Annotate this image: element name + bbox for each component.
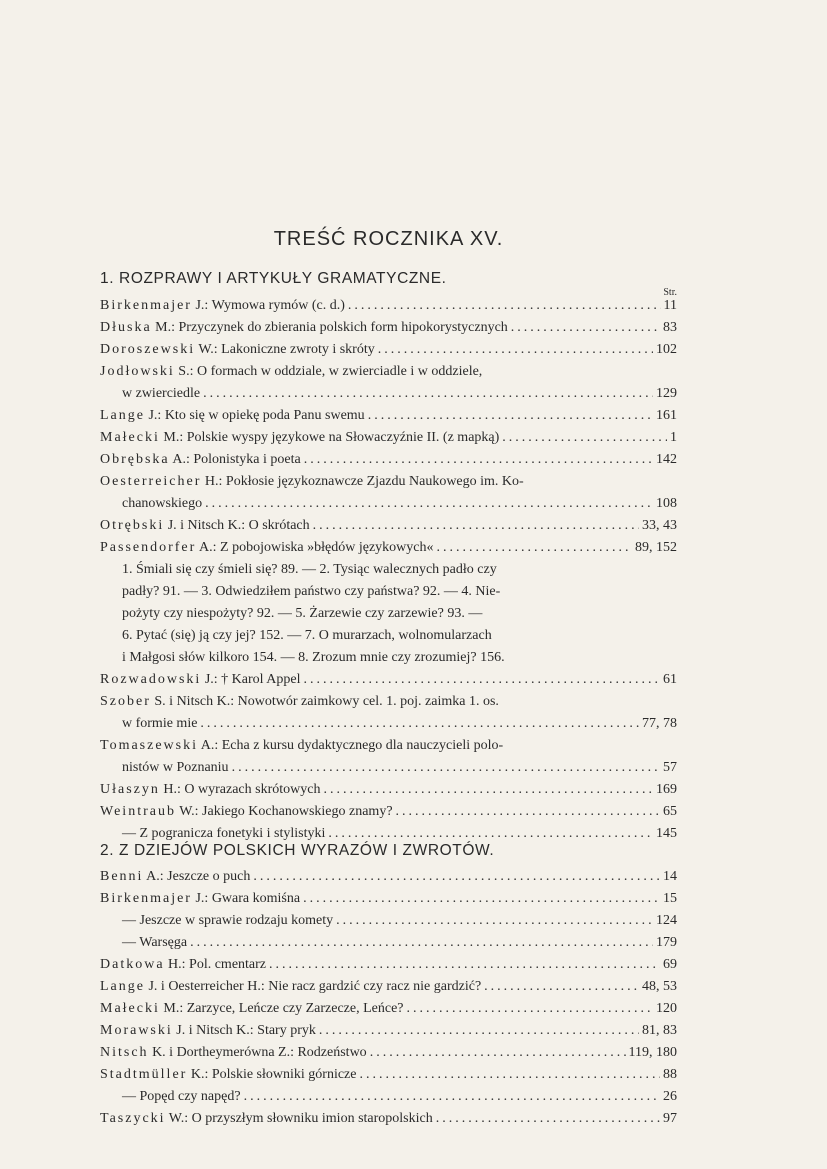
entry-text — [122, 1086, 241, 1108]
entry-author: Doroszewski — [100, 342, 196, 357]
entry-text — [122, 910, 333, 932]
entry-page-number: 14 — [663, 869, 677, 884]
entry-author: Jodłowski — [100, 364, 175, 379]
toc-entry — [100, 1042, 677, 1064]
entry-text — [100, 801, 393, 823]
leader-dots — [190, 932, 653, 954]
toc-entry — [100, 954, 677, 976]
entry-page-number: 97 — [663, 1111, 677, 1126]
entry-page-number: 169 — [656, 782, 677, 797]
entry-author: Birkenmajer — [100, 891, 192, 906]
entry-text — [100, 954, 266, 976]
entry-title: A.: Z pobojowiska »błędów językowych« — [196, 540, 434, 555]
toc-entry — [100, 515, 677, 537]
leader-dots — [304, 449, 653, 471]
entry-author: Passendorfer — [100, 540, 197, 555]
leader-dots — [436, 1108, 660, 1130]
entry-text — [122, 647, 677, 669]
entry-title: A.: Echa z kursu dydaktycznego dla nauczycieli polo- — [198, 738, 504, 753]
entry-title: A.: Jeszcze o puch — [143, 869, 251, 884]
leader-dots — [200, 713, 639, 735]
entry-title: J.: Wymowa rymów (c. d.) — [191, 298, 345, 313]
entry-page-number: 179 — [656, 935, 677, 950]
entry-author: Obrębska — [100, 452, 170, 467]
entry-text — [122, 603, 677, 625]
entry-title: 1. Śmiali się czy śmieli się? 89. — 2. Tysiąc walecznych padło czy — [122, 562, 497, 577]
entry-title: i Małgosi słów kilkoro 154. — 8. Zrozum mnie czy zrozumiej? 156. — [122, 650, 505, 665]
entry-page-number: 161 — [656, 408, 677, 423]
entry-author: Stadtmüller — [100, 1067, 188, 1082]
entry-title: M.: Zarzyce, Leńcze czy Zarzecze, Leńce? — [159, 1001, 404, 1016]
entry-author: Benni — [100, 869, 144, 884]
entry-author: Małecki — [100, 1001, 160, 1016]
entry-text — [100, 976, 481, 998]
entry-title: — Warsęga — [122, 935, 188, 950]
entry-title: K. i Dortheymerówna Z.: Rodzeństwo — [148, 1045, 367, 1060]
entry-page-number: 81, 83 — [642, 1023, 677, 1038]
entry-page-number: 89, 152 — [635, 540, 677, 555]
entry-title: J. i Nitsch K.: Stary pryk — [172, 1023, 316, 1038]
leader-dots — [378, 339, 653, 361]
entry-author: Rozwadowski — [100, 672, 202, 687]
entry-text — [100, 471, 677, 493]
toc-entry — [100, 603, 677, 625]
entry-text — [100, 888, 300, 910]
leader-dots — [502, 427, 667, 449]
entry-text — [122, 757, 229, 779]
leader-dots — [336, 910, 653, 932]
entry-title: H.: Pokłosie językoznawcze Zjazdu Naukowego im. Ko- — [201, 474, 524, 489]
page-column-label: Str. — [663, 287, 677, 298]
leader-dots — [319, 1020, 639, 1042]
toc-entry — [100, 779, 677, 801]
section-heading-1: 1. ROZPRAWY I ARTYKUŁY GRAMATYCZNE. — [100, 270, 447, 287]
entry-author: Taszycki — [100, 1111, 166, 1126]
section-heading-2: 2. Z DZIEJÓW POLSKICH WYRAZÓW I ZWROTÓW. — [100, 842, 495, 859]
leader-dots — [303, 888, 660, 910]
entry-title: nistów w Poznaniu — [122, 760, 229, 775]
entry-page-number: 88 — [663, 1067, 677, 1082]
leader-dots — [232, 757, 660, 779]
entry-title: J.: † Karol Appel — [201, 672, 301, 687]
toc-entry — [100, 735, 677, 757]
toc-entry — [100, 581, 677, 603]
entry-page-number: 57 — [663, 760, 677, 775]
entry-title: — Jeszcze w sprawie rodzaju komety — [122, 913, 334, 928]
leader-dots — [396, 801, 660, 823]
entry-author: Tomaszewski — [100, 738, 199, 753]
toc-entry — [100, 537, 677, 559]
entry-page-number: 129 — [656, 386, 677, 401]
entry-title: — Z pogranicza fonetyki i stylistyki — [122, 826, 326, 841]
leader-dots — [437, 537, 633, 559]
toc-entry — [100, 910, 677, 932]
toc-entry — [100, 405, 677, 427]
entry-text — [100, 405, 365, 427]
toc-entry — [100, 471, 677, 493]
entry-author: Otrębski — [100, 518, 165, 533]
entry-text — [100, 1042, 367, 1064]
page-title: TREŚĆ ROCZNIKA XV. — [273, 228, 504, 250]
entry-author: Nitsch — [100, 1045, 149, 1060]
toc-entry — [100, 1064, 677, 1086]
entry-page-number: 119, 180 — [628, 1045, 677, 1060]
leader-dots — [203, 383, 653, 405]
entry-title: M.: Przyczynek do zbierania polskich form hipokorystycznych — [151, 320, 508, 335]
entry-title: w formie mie — [122, 716, 198, 731]
entry-author: Lange — [100, 408, 145, 423]
entry-text — [122, 493, 202, 515]
leader-dots — [323, 779, 653, 801]
entry-author: Morawski — [100, 1023, 173, 1038]
entry-title: W.: Lakoniczne zwroty i skróty — [195, 342, 375, 357]
entry-text — [100, 866, 250, 888]
entry-title: W.: O przyszłym słowniku imion staropolskich — [165, 1111, 433, 1126]
entry-text — [100, 449, 301, 471]
entry-title: H.: Pol. cmentarz — [164, 957, 267, 972]
entry-author: Dłuska — [100, 320, 152, 335]
entry-page-number: 48, 53 — [642, 979, 677, 994]
entry-text — [122, 581, 677, 603]
entry-author: Birkenmajer — [100, 298, 192, 313]
entry-author: Weintraub — [100, 804, 176, 819]
entry-author: Datkowa — [100, 957, 165, 972]
entry-author: Szober — [100, 694, 151, 709]
entry-title: S.: O formach w oddziale, w zwierciadle i w oddziele, — [174, 364, 483, 379]
leader-dots — [269, 954, 660, 976]
entry-text — [100, 537, 434, 559]
toc-entry — [100, 801, 677, 823]
toc-entry — [100, 427, 677, 449]
entry-text — [100, 691, 677, 713]
entry-title: padły? 91. — 3. Odwiedziłem państwo czy państwa? 92. — 4. Nie- — [122, 584, 501, 599]
toc-entry — [100, 866, 677, 888]
entry-page-number: 26 — [663, 1089, 677, 1104]
toc-entry — [100, 317, 677, 339]
toc-entry — [100, 757, 677, 779]
entry-text — [100, 735, 677, 757]
leader-dots — [407, 998, 653, 1020]
entry-text — [100, 361, 677, 383]
toc-entry — [100, 339, 677, 361]
toc-entry — [100, 361, 677, 383]
entry-text — [100, 1108, 433, 1130]
entry-text — [100, 779, 320, 801]
entry-text — [100, 1064, 356, 1086]
entry-page-number: 145 — [656, 826, 677, 841]
entry-page-number: 69 — [663, 957, 677, 972]
toc-entry — [100, 383, 677, 405]
toc-entry — [100, 493, 677, 515]
entry-text — [100, 515, 310, 537]
entry-page-number: 15 — [663, 891, 677, 906]
toc-entry — [100, 1086, 677, 1108]
toc-entry — [100, 295, 677, 317]
entry-title: — Popęd czy napęd? — [122, 1089, 241, 1104]
leader-dots — [368, 405, 653, 427]
entry-text — [122, 559, 677, 581]
leader-dots — [244, 1086, 660, 1108]
entry-text — [100, 1020, 316, 1042]
entry-text — [122, 625, 677, 647]
toc-entry — [100, 998, 677, 1020]
leader-dots — [484, 976, 639, 998]
entry-title: J.: Gwara komiśna — [191, 891, 301, 906]
entry-author: Małecki — [100, 430, 160, 445]
leader-dots — [303, 669, 660, 691]
entry-title: 6. Pytać (się) ją czy jej? 152. — 7. O murarzach, wolnomularzach — [122, 628, 492, 643]
toc-entry — [100, 1108, 677, 1130]
toc-entry — [100, 559, 677, 581]
entry-text — [122, 383, 200, 405]
entry-page-number: 142 — [656, 452, 677, 467]
entry-title: S. i Nitsch K.: Nowotwór zaimkowy cel. 1. poj. zaimka 1. os. — [150, 694, 499, 709]
entry-text — [122, 713, 197, 735]
toc-entry — [100, 625, 677, 647]
entry-page-number: 77, 78 — [642, 716, 677, 731]
toc-entry — [100, 713, 677, 735]
entry-text — [100, 317, 508, 339]
entry-author: Lange — [100, 979, 145, 994]
toc-entry — [100, 1020, 677, 1042]
entry-page-number: 124 — [656, 913, 677, 928]
leader-dots — [359, 1064, 660, 1086]
entry-title: K.: Polskie słowniki górnicze — [187, 1067, 357, 1082]
entry-title: w zwierciedle — [122, 386, 201, 401]
entry-text — [100, 669, 300, 691]
entry-title: A.: Polonistyka i poeta — [169, 452, 301, 467]
entry-text — [100, 427, 499, 449]
entry-title: J. i Oesterreicher H.: Nie racz gardzić czy racz nie gardzić? — [144, 979, 482, 994]
toc-entry — [100, 932, 677, 954]
entry-author: Oesterreicher — [100, 474, 202, 489]
toc-entry — [100, 669, 677, 691]
leader-dots — [313, 515, 639, 537]
toc-entry — [100, 691, 677, 713]
toc-entry — [100, 449, 677, 471]
leader-dots — [253, 866, 660, 888]
entry-text — [122, 932, 187, 954]
entry-title: H.: O wyrazach skrótowych — [159, 782, 321, 797]
entry-page-number: 120 — [656, 1001, 677, 1016]
section-1-entries — [100, 295, 677, 845]
entry-title: W.: Jakiego Kochanowskiego znamy? — [175, 804, 393, 819]
entry-page-number: 33, 43 — [642, 518, 677, 533]
entry-page-number: 83 — [663, 320, 677, 335]
entry-text — [100, 998, 404, 1020]
entry-page-number: 11 — [663, 298, 677, 313]
entry-title: J. i Nitsch K.: O skrótach — [164, 518, 310, 533]
entry-title: M.: Polskie wyspy językowe na Słowaczyźnie II. (z mapką) — [159, 430, 500, 445]
toc-entry — [100, 976, 677, 998]
entry-author: Ułaszyn — [100, 782, 160, 797]
entry-text — [100, 339, 375, 361]
section-2-entries — [100, 866, 677, 1130]
entry-text — [100, 295, 345, 317]
entry-title: pożyty czy niespożyty? 92. — 5. Żarzewie czy zarzewie? 93. — — [122, 606, 483, 621]
entry-page-number: 65 — [663, 804, 677, 819]
leader-dots — [348, 295, 661, 317]
leader-dots — [511, 317, 660, 339]
toc-entry — [100, 647, 677, 669]
entry-title: chanowskiego — [122, 496, 203, 511]
leader-dots — [370, 1042, 626, 1064]
toc-entry — [100, 888, 677, 910]
leader-dots — [205, 493, 653, 515]
entry-page-number: 102 — [656, 342, 677, 357]
entry-page-number: 61 — [663, 672, 677, 687]
entry-page-number: 1 — [670, 430, 677, 445]
entry-title: J.: Kto się w opiekę poda Panu swemu — [144, 408, 365, 423]
entry-page-number: 108 — [656, 496, 677, 511]
